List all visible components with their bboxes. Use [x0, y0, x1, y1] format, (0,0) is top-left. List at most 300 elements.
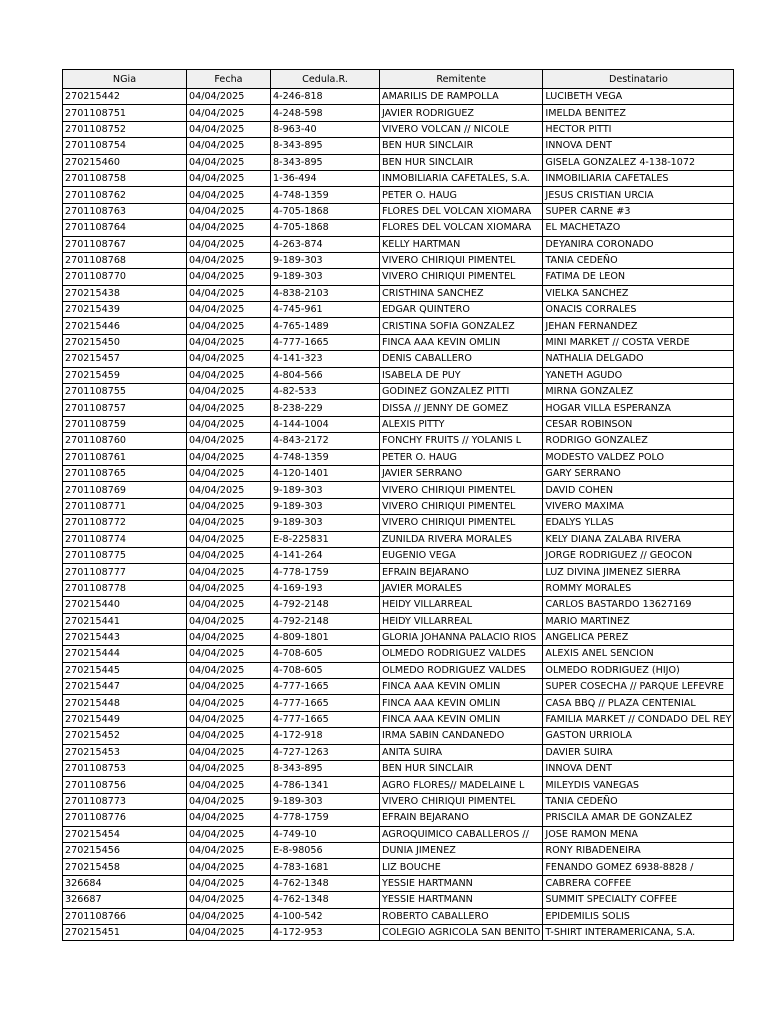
cell-destinatario: CARLOS BASTARDO 13627169: [543, 597, 734, 613]
table-row: [63, 547, 734, 563]
table-row: [63, 564, 734, 580]
cell-cedula: 4-141-264: [271, 547, 380, 563]
cell-ngia: 2701108751: [63, 105, 187, 121]
cell-ngia: 2701108753: [63, 761, 187, 777]
cell-destinatario: SUPER CARNE #3: [543, 203, 734, 219]
cell-fecha: 04/04/2025: [187, 400, 271, 416]
cell-cedula: 4-809-1801: [271, 629, 380, 645]
cell-cedula: 4-708-605: [271, 662, 380, 678]
cell-fecha: 04/04/2025: [187, 334, 271, 350]
table-row: [63, 449, 734, 465]
table-body: [63, 89, 734, 941]
cell-fecha: 04/04/2025: [187, 236, 271, 252]
cell-remitente: ROBERTO CABALLERO: [380, 908, 543, 924]
cell-remitente: ZUNILDA RIVERA MORALES: [380, 531, 543, 547]
cell-fecha: 04/04/2025: [187, 121, 271, 137]
table-row: [63, 826, 734, 842]
cell-destinatario: SUMMIT SPECIALTY COFFEE: [543, 892, 734, 908]
cell-fecha: 04/04/2025: [187, 269, 271, 285]
cell-remitente: FLORES DEL VOLCAN XIOMARA: [380, 203, 543, 219]
cell-cedula: 4-705-1868: [271, 203, 380, 219]
cell-remitente: ALEXIS PITTY: [380, 416, 543, 432]
table-row: [63, 793, 734, 809]
cell-destinatario: MARIO MARTINEZ: [543, 613, 734, 629]
cell-remitente: HEIDY VILLARREAL: [380, 613, 543, 629]
table-row: [63, 170, 734, 186]
cell-remitente: FLORES DEL VOLCAN XIOMARA: [380, 220, 543, 236]
cell-remitente: OLMEDO RODRIGUEZ VALDES: [380, 662, 543, 678]
cell-fecha: 04/04/2025: [187, 810, 271, 826]
cell-destinatario: DEYANIRA CORONADO: [543, 236, 734, 252]
cell-fecha: 04/04/2025: [187, 531, 271, 547]
cell-cedula: 4-705-1868: [271, 220, 380, 236]
cell-cedula: 4-748-1359: [271, 449, 380, 465]
column-header-fecha: Fecha: [187, 70, 271, 89]
table-row: [63, 662, 734, 678]
cell-destinatario: LUZ DIVINA JIMENEZ SIERRA: [543, 564, 734, 580]
cell-destinatario: EL MACHETAZO: [543, 220, 734, 236]
cell-ngia: 270215460: [63, 154, 187, 170]
cell-fecha: 04/04/2025: [187, 220, 271, 236]
table-row: [63, 154, 734, 170]
cell-remitente: KELLY HARTMAN: [380, 236, 543, 252]
cell-cedula: 4-838-2103: [271, 285, 380, 301]
table-row: [63, 236, 734, 252]
table-row: [63, 711, 734, 727]
cell-cedula: 4-248-598: [271, 105, 380, 121]
table-row: [63, 629, 734, 645]
cell-fecha: 04/04/2025: [187, 793, 271, 809]
cell-destinatario: MIRNA GONZALEZ: [543, 384, 734, 400]
cell-remitente: DUNIA JIMENEZ: [380, 842, 543, 858]
cell-ngia: 2701108760: [63, 433, 187, 449]
cell-cedula: 4-120-1401: [271, 465, 380, 481]
cell-ngia: 2701108752: [63, 121, 187, 137]
cell-remitente: VIVERO CHIRIQUI PIMENTEL: [380, 252, 543, 268]
cell-fecha: 04/04/2025: [187, 367, 271, 383]
cell-fecha: 04/04/2025: [187, 154, 271, 170]
column-header-ngia: NGia: [63, 70, 187, 89]
cell-destinatario: GISELA GONZALEZ 4-138-1072: [543, 154, 734, 170]
cell-destinatario: VIELKA SANCHEZ: [543, 285, 734, 301]
cell-remitente: VIVERO CHIRIQUI PIMENTEL: [380, 515, 543, 531]
cell-destinatario: CASA BBQ // PLAZA CENTENIAL: [543, 695, 734, 711]
cell-remitente: FINCA AAA KEVIN OMLIN: [380, 695, 543, 711]
cell-ngia: 2701108756: [63, 777, 187, 793]
table-row: [63, 121, 734, 137]
cell-remitente: BEN HUR SINCLAIR: [380, 138, 543, 154]
cell-cedula: 4-843-2172: [271, 433, 380, 449]
cell-destinatario: FAMILIA MARKET // CONDADO DEL REY: [543, 711, 734, 727]
cell-destinatario: LUCIBETH VEGA: [543, 89, 734, 105]
cell-cedula: 9-189-303: [271, 269, 380, 285]
cell-fecha: 04/04/2025: [187, 89, 271, 105]
cell-ngia: 270215445: [63, 662, 187, 678]
cell-ngia: 2701108772: [63, 515, 187, 531]
table-row: [63, 498, 734, 514]
cell-cedula: 4-804-566: [271, 367, 380, 383]
cell-ngia: 2701108778: [63, 580, 187, 596]
table-row: [63, 384, 734, 400]
cell-cedula: 9-189-303: [271, 793, 380, 809]
cell-cedula: 4-144-1004: [271, 416, 380, 432]
header-row: [63, 70, 734, 89]
cell-destinatario: SUPER COSECHA // PARQUE LEFEVRE: [543, 679, 734, 695]
column-header-destinatario: Destinatario: [543, 70, 734, 89]
cell-remitente: EUGENIO VEGA: [380, 547, 543, 563]
cell-destinatario: TANIA CEDEÑO: [543, 252, 734, 268]
cell-cedula: 8-343-895: [271, 138, 380, 154]
cell-cedula: 1-36-494: [271, 170, 380, 186]
table-row: [63, 777, 734, 793]
table-row: [63, 515, 734, 531]
cell-destinatario: NATHALIA DELGADO: [543, 351, 734, 367]
cell-ngia: 2701108776: [63, 810, 187, 826]
cell-remitente: JAVIER MORALES: [380, 580, 543, 596]
table-row: [63, 433, 734, 449]
cell-destinatario: JORGE RODRIGUEZ // GEOCON: [543, 547, 734, 563]
cell-fecha: 04/04/2025: [187, 892, 271, 908]
cell-fecha: 04/04/2025: [187, 629, 271, 645]
cell-fecha: 04/04/2025: [187, 744, 271, 760]
cell-fecha: 04/04/2025: [187, 351, 271, 367]
cell-fecha: 04/04/2025: [187, 580, 271, 596]
cell-cedula: 4-778-1759: [271, 810, 380, 826]
table-row: [63, 400, 734, 416]
cell-ngia: 270215459: [63, 367, 187, 383]
cell-ngia: 2701108771: [63, 498, 187, 514]
cell-ngia: 270215449: [63, 711, 187, 727]
cell-cedula: E-8-98056: [271, 842, 380, 858]
cell-ngia: 270215451: [63, 924, 187, 940]
cell-ngia: 270215450: [63, 334, 187, 350]
shipments-table: [62, 69, 734, 941]
cell-ngia: 2701108768: [63, 252, 187, 268]
cell-cedula: 8-963-40: [271, 121, 380, 137]
cell-ngia: 2701108762: [63, 187, 187, 203]
cell-destinatario: FENANDO GOMEZ 6938-8828 /: [543, 859, 734, 875]
cell-remitente: FONCHY FRUITS // YOLANIS L: [380, 433, 543, 449]
cell-destinatario: JESUS CRISTIAN URCIA: [543, 187, 734, 203]
table-row: [63, 646, 734, 662]
table-row: [63, 89, 734, 105]
cell-remitente: CRISTHINA SANCHEZ: [380, 285, 543, 301]
cell-ngia: 270215452: [63, 728, 187, 744]
cell-remitente: IRMA SABIN CANDANEDO: [380, 728, 543, 744]
cell-cedula: 4-172-953: [271, 924, 380, 940]
cell-destinatario: FATIMA DE LEON: [543, 269, 734, 285]
table-row: [63, 367, 734, 383]
table-row: [63, 416, 734, 432]
cell-remitente: HEIDY VILLARREAL: [380, 597, 543, 613]
column-header-cedula: Cedula.R.: [271, 70, 380, 89]
cell-cedula: 4-749-10: [271, 826, 380, 842]
cell-remitente: EFRAIN BEJARANO: [380, 810, 543, 826]
cell-destinatario: JEHAN FERNANDEZ: [543, 318, 734, 334]
cell-cedula: 4-783-1681: [271, 859, 380, 875]
cell-cedula: 4-169-193: [271, 580, 380, 596]
cell-remitente: FINCA AAA KEVIN OMLIN: [380, 334, 543, 350]
cell-cedula: 4-745-961: [271, 302, 380, 318]
cell-remitente: FINCA AAA KEVIN OMLIN: [380, 711, 543, 727]
table-row: [63, 220, 734, 236]
table-row: [63, 269, 734, 285]
table-row: [63, 728, 734, 744]
cell-ngia: 2701108777: [63, 564, 187, 580]
cell-destinatario: EPIDEMILIS SOLIS: [543, 908, 734, 924]
cell-remitente: JAVIER SERRANO: [380, 465, 543, 481]
table-row: [63, 580, 734, 596]
cell-cedula: 4-748-1359: [271, 187, 380, 203]
cell-destinatario: GASTON URRIOLA: [543, 728, 734, 744]
cell-fecha: 04/04/2025: [187, 777, 271, 793]
cell-cedula: 4-100-542: [271, 908, 380, 924]
cell-fecha: 04/04/2025: [187, 662, 271, 678]
cell-cedula: 9-189-303: [271, 515, 380, 531]
cell-destinatario: INNOVA DENT: [543, 761, 734, 777]
cell-remitente: CRISTINA SOFIA GONZALEZ: [380, 318, 543, 334]
table-row: [63, 252, 734, 268]
cell-fecha: 04/04/2025: [187, 711, 271, 727]
cell-remitente: DENIS CABALLERO: [380, 351, 543, 367]
cell-ngia: 2701108765: [63, 465, 187, 481]
cell-destinatario: KELY DIANA ZALABA RIVERA: [543, 531, 734, 547]
cell-cedula: 4-141-323: [271, 351, 380, 367]
cell-remitente: VIVERO CHIRIQUI PIMENTEL: [380, 269, 543, 285]
cell-destinatario: HECTOR PITTI: [543, 121, 734, 137]
cell-remitente: COLEGIO AGRICOLA SAN BENITO: [380, 924, 543, 940]
cell-remitente: EFRAIN BEJARANO: [380, 564, 543, 580]
cell-destinatario: DAVID COHEN: [543, 482, 734, 498]
cell-destinatario: RONY RIBADENEIRA: [543, 842, 734, 858]
table-row: [63, 105, 734, 121]
cell-remitente: AMARILIS DE RAMPOLLA: [380, 89, 543, 105]
cell-remitente: OLMEDO RODRIGUEZ VALDES: [380, 646, 543, 662]
cell-ngia: 2701108757: [63, 400, 187, 416]
cell-cedula: 4-82-533: [271, 384, 380, 400]
cell-remitente: ISABELA DE PUY: [380, 367, 543, 383]
cell-remitente: GLORIA JOHANNA PALACIO RIOS: [380, 629, 543, 645]
cell-fecha: 04/04/2025: [187, 302, 271, 318]
cell-destinatario: EDALYS YLLAS: [543, 515, 734, 531]
table-row: [63, 695, 734, 711]
cell-ngia: 2701108766: [63, 908, 187, 924]
cell-ngia: 2701108767: [63, 236, 187, 252]
cell-destinatario: PRISCILA AMAR DE GONZALEZ: [543, 810, 734, 826]
cell-cedula: 8-238-229: [271, 400, 380, 416]
cell-ngia: 2701108774: [63, 531, 187, 547]
cell-destinatario: CESAR ROBINSON: [543, 416, 734, 432]
cell-remitente: EDGAR QUINTERO: [380, 302, 543, 318]
table-row: [63, 679, 734, 695]
cell-cedula: 4-792-2148: [271, 597, 380, 613]
cell-fecha: 04/04/2025: [187, 318, 271, 334]
table-row: [63, 924, 734, 940]
cell-remitente: VIVERO CHIRIQUI PIMENTEL: [380, 498, 543, 514]
cell-remitente: LIZ BOUCHE: [380, 859, 543, 875]
cell-fecha: 04/04/2025: [187, 564, 271, 580]
cell-destinatario: JOSE RAMON MENA: [543, 826, 734, 842]
cell-fecha: 04/04/2025: [187, 646, 271, 662]
cell-remitente: DISSA // JENNY DE GOMEZ: [380, 400, 543, 416]
table-row: [63, 744, 734, 760]
table-row: [63, 302, 734, 318]
cell-cedula: 4-777-1665: [271, 695, 380, 711]
cell-cedula: 9-189-303: [271, 252, 380, 268]
cell-remitente: YESSIE HARTMANN: [380, 875, 543, 891]
cell-ngia: 270215456: [63, 842, 187, 858]
cell-fecha: 04/04/2025: [187, 695, 271, 711]
cell-fecha: 04/04/2025: [187, 465, 271, 481]
cell-ngia: 2701108773: [63, 793, 187, 809]
cell-cedula: 4-777-1665: [271, 679, 380, 695]
cell-destinatario: ALEXIS ANEL SENCION: [543, 646, 734, 662]
cell-cedula: 4-246-818: [271, 89, 380, 105]
cell-ngia: 2701108755: [63, 384, 187, 400]
cell-destinatario: ANGELICA PEREZ: [543, 629, 734, 645]
cell-destinatario: OLMEDO RODRIGUEZ (HIJO): [543, 662, 734, 678]
cell-fecha: 04/04/2025: [187, 416, 271, 432]
cell-cedula: 9-189-303: [271, 482, 380, 498]
cell-cedula: 9-189-303: [271, 498, 380, 514]
table-row: [63, 597, 734, 613]
column-header-remitente: Remitente: [380, 70, 543, 89]
table-row: [63, 351, 734, 367]
cell-cedula: 8-343-895: [271, 154, 380, 170]
table-row: [63, 875, 734, 891]
cell-fecha: 04/04/2025: [187, 449, 271, 465]
cell-destinatario: MILEYDIS VANEGAS: [543, 777, 734, 793]
cell-ngia: 2701108763: [63, 203, 187, 219]
cell-destinatario: MODESTO VALDEZ POLO: [543, 449, 734, 465]
cell-destinatario: INNOVA DENT: [543, 138, 734, 154]
cell-ngia: 270215447: [63, 679, 187, 695]
cell-remitente: YESSIE HARTMANN: [380, 892, 543, 908]
cell-fecha: 04/04/2025: [187, 597, 271, 613]
cell-remitente: BEN HUR SINCLAIR: [380, 154, 543, 170]
table-header: [63, 70, 734, 89]
cell-cedula: 8-343-895: [271, 761, 380, 777]
cell-ngia: 270215448: [63, 695, 187, 711]
cell-destinatario: RODRIGO GONZALEZ: [543, 433, 734, 449]
table-row: [63, 531, 734, 547]
cell-cedula: 4-708-605: [271, 646, 380, 662]
cell-fecha: 04/04/2025: [187, 170, 271, 186]
cell-fecha: 04/04/2025: [187, 187, 271, 203]
cell-ngia: 270215441: [63, 613, 187, 629]
cell-destinatario: YANETH AGUDO: [543, 367, 734, 383]
cell-ngia: 2701108764: [63, 220, 187, 236]
cell-ngia: 270215438: [63, 285, 187, 301]
table-row: [63, 842, 734, 858]
cell-ngia: 270215454: [63, 826, 187, 842]
cell-destinatario: TANIA CEDEÑO: [543, 793, 734, 809]
cell-destinatario: T-SHIRT INTERAMERICANA, S.A.: [543, 924, 734, 940]
cell-ngia: 2701108754: [63, 138, 187, 154]
table-row: [63, 203, 734, 219]
table-row: [63, 465, 734, 481]
cell-cedula: E-8-225831: [271, 531, 380, 547]
cell-cedula: 4-777-1665: [271, 334, 380, 350]
table-row: [63, 761, 734, 777]
cell-cedula: 4-777-1665: [271, 711, 380, 727]
cell-ngia: 270215440: [63, 597, 187, 613]
table-row: [63, 892, 734, 908]
cell-remitente: PETER O. HAUG: [380, 187, 543, 203]
cell-ngia: 270215458: [63, 859, 187, 875]
cell-fecha: 04/04/2025: [187, 515, 271, 531]
cell-remitente: PETER O. HAUG: [380, 449, 543, 465]
table-row: [63, 908, 734, 924]
cell-destinatario: ROMMY MORALES: [543, 580, 734, 596]
cell-ngia: 2701108758: [63, 170, 187, 186]
cell-cedula: 4-762-1348: [271, 875, 380, 891]
cell-fecha: 04/04/2025: [187, 384, 271, 400]
cell-fecha: 04/04/2025: [187, 908, 271, 924]
cell-remitente: AGRO FLORES// MADELAINE L: [380, 777, 543, 793]
cell-destinatario: GARY SERRANO: [543, 465, 734, 481]
cell-fecha: 04/04/2025: [187, 482, 271, 498]
cell-fecha: 04/04/2025: [187, 498, 271, 514]
cell-ngia: 270215457: [63, 351, 187, 367]
cell-ngia: 2701108775: [63, 547, 187, 563]
cell-remitente: VIVERO VOLCAN // NICOLE: [380, 121, 543, 137]
cell-ngia: 2701108761: [63, 449, 187, 465]
cell-ngia: 270215453: [63, 744, 187, 760]
cell-cedula: 4-792-2148: [271, 613, 380, 629]
cell-fecha: 04/04/2025: [187, 842, 271, 858]
cell-remitente: INMOBILIARIA CAFETALES, S.A.: [380, 170, 543, 186]
cell-cedula: 4-263-874: [271, 236, 380, 252]
cell-destinatario: IMELDA BENITEZ: [543, 105, 734, 121]
cell-cedula: 4-172-918: [271, 728, 380, 744]
cell-remitente: VIVERO CHIRIQUI PIMENTEL: [380, 793, 543, 809]
cell-remitente: AGROQUIMICO CABALLEROS //: [380, 826, 543, 842]
cell-destinatario: DAVIER SUIRA: [543, 744, 734, 760]
cell-fecha: 04/04/2025: [187, 728, 271, 744]
cell-fecha: 04/04/2025: [187, 761, 271, 777]
table-row: [63, 482, 734, 498]
table-row: [63, 334, 734, 350]
cell-remitente: BEN HUR SINCLAIR: [380, 761, 543, 777]
cell-fecha: 04/04/2025: [187, 433, 271, 449]
cell-cedula: 4-778-1759: [271, 564, 380, 580]
cell-remitente: VIVERO CHIRIQUI PIMENTEL: [380, 482, 543, 498]
cell-remitente: JAVIER RODRIGUEZ: [380, 105, 543, 121]
table-row: [63, 285, 734, 301]
table-row: [63, 613, 734, 629]
cell-cedula: 4-765-1489: [271, 318, 380, 334]
cell-fecha: 04/04/2025: [187, 285, 271, 301]
cell-ngia: 270215443: [63, 629, 187, 645]
cell-ngia: 270215439: [63, 302, 187, 318]
cell-fecha: 04/04/2025: [187, 826, 271, 842]
cell-destinatario: HOGAR VILLA ESPERANZA: [543, 400, 734, 416]
cell-cedula: 4-762-1348: [271, 892, 380, 908]
cell-fecha: 04/04/2025: [187, 105, 271, 121]
cell-ngia: 326687: [63, 892, 187, 908]
table-row: [63, 138, 734, 154]
table-row: [63, 318, 734, 334]
cell-fecha: 04/04/2025: [187, 859, 271, 875]
cell-fecha: 04/04/2025: [187, 924, 271, 940]
cell-fecha: 04/04/2025: [187, 875, 271, 891]
cell-remitente: ANITA SUIRA: [380, 744, 543, 760]
cell-remitente: FINCA AAA KEVIN OMLIN: [380, 679, 543, 695]
cell-cedula: 4-727-1263: [271, 744, 380, 760]
cell-destinatario: INMOBILIARIA CAFETALES: [543, 170, 734, 186]
cell-ngia: 270215442: [63, 89, 187, 105]
